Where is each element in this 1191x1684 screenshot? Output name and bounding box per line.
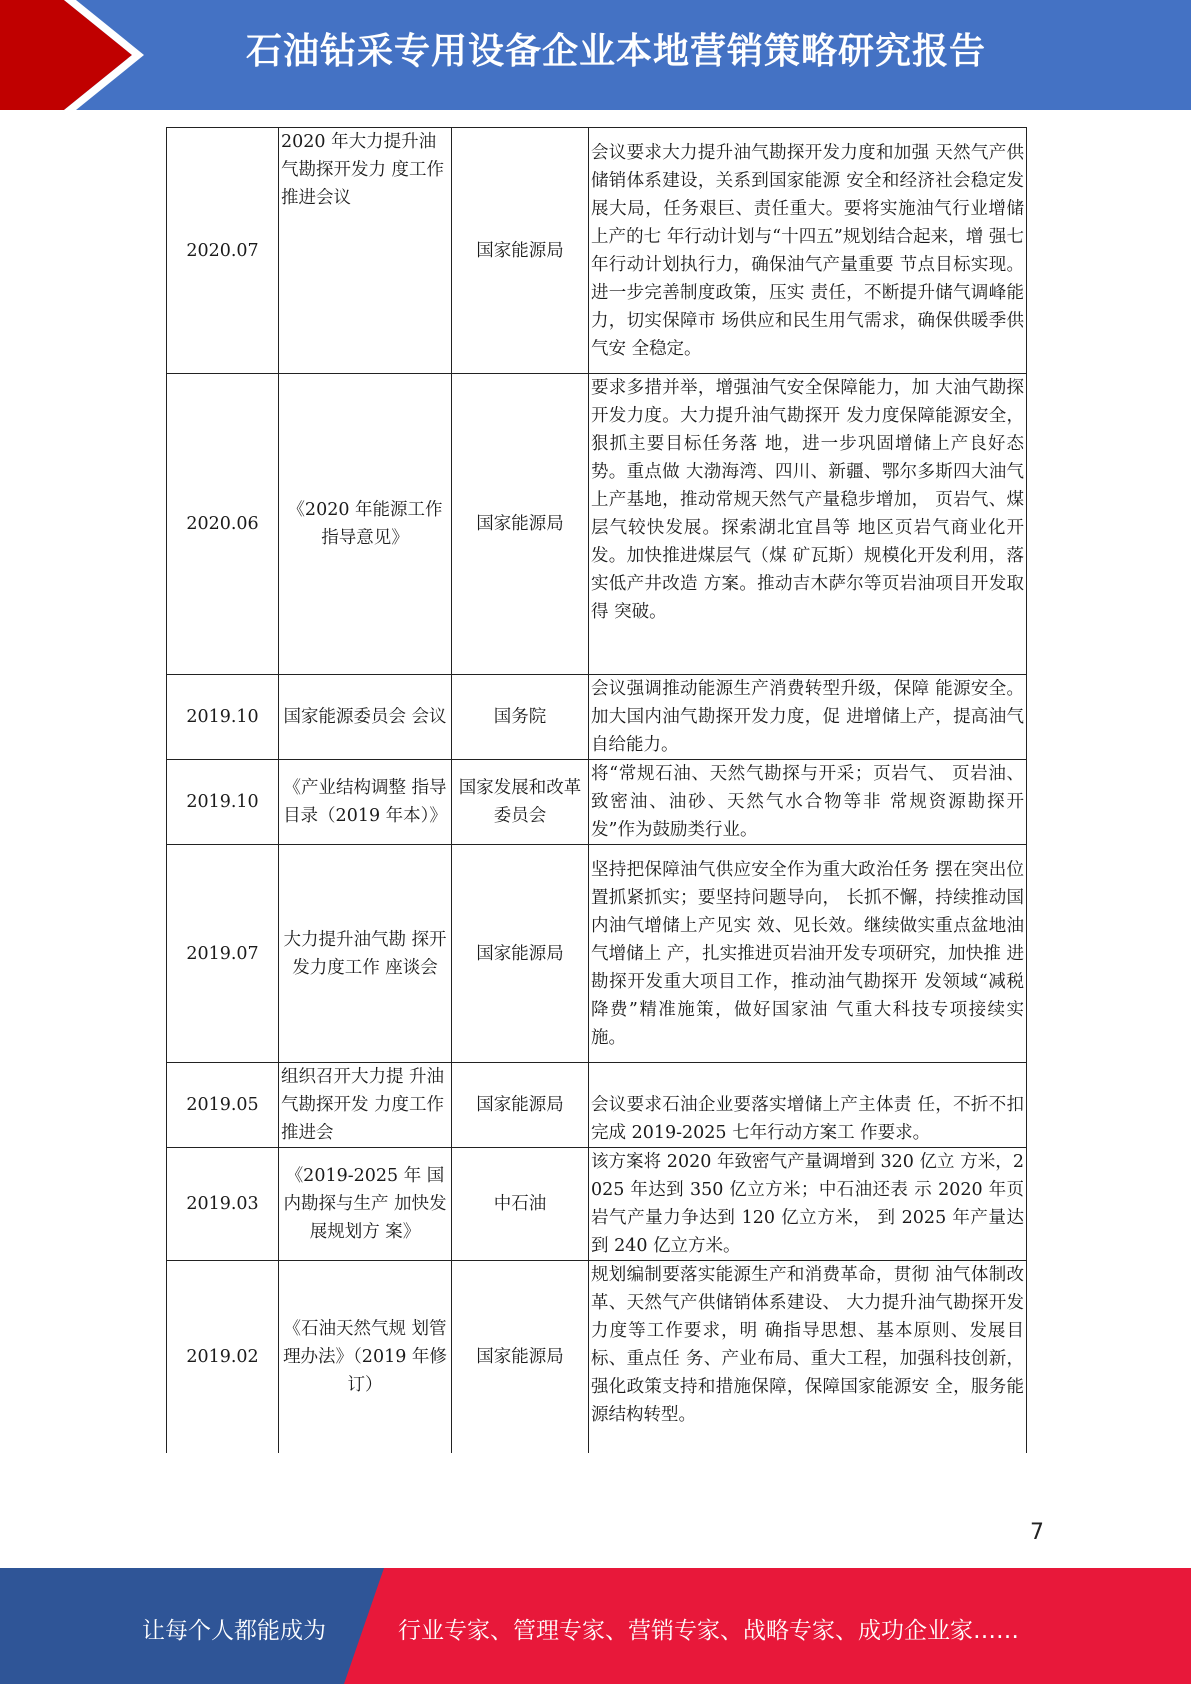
table-row — [167, 845, 1027, 1063]
row-issuer: 国家能源局 — [452, 128, 589, 374]
page-number: 7 — [1030, 1520, 1044, 1545]
row-date: 2019.10 — [167, 760, 279, 845]
row-policy-title: 《产业结构调整 指导目录（2019 年本）》 — [279, 760, 452, 845]
row-content: 会议要求石油企业要落实增储上产主体责 任，不折不扣完成 2019-2025 七年行动方案工 作要求。 — [589, 1063, 1027, 1148]
row-policy-title: 《2019-2025 年 国内勘探与生产 加快发展规划方 案》 — [279, 1148, 452, 1261]
page-footer — [0, 1568, 1191, 1684]
policy-table — [166, 127, 1027, 1453]
row-content: 会议要求大力提升油气勘探开发力度和加强 天然气产供储销体系建设，关系到国家能源 安全和经济社会稳定发展大局，任务艰巨、责任重大。要将实施油气行业增储上产的七 年行动计划与“十四五”规划结合起来，增 强七年行动计划执行力，确保油气产量重要 节点目标实现。进一步完善制度政策，压实 责任，不断提升储气调峰能力，切实保障市 场供应和民生用气需求，确保供暖季供气安 全稳定。 — [589, 128, 1027, 374]
row-date: 2019.07 — [167, 845, 279, 1063]
table-row — [167, 760, 1027, 845]
row-policy-title: 《2020 年能源工作指导意见》 — [279, 374, 452, 675]
row-date: 2019.03 — [167, 1148, 279, 1261]
table-row — [167, 1261, 1027, 1453]
header-arrow-decoration — [0, 0, 160, 110]
row-policy-title: 大力提升油气勘 探开发力度工作 座谈会 — [279, 845, 452, 1063]
row-date: 2019.02 — [167, 1261, 279, 1453]
row-policy-title: 《石油天然气规 划管理办法》（2019 年修订） — [279, 1261, 452, 1453]
row-issuer: 国家能源局 — [452, 1063, 589, 1148]
row-date: 2019.05 — [167, 1063, 279, 1148]
row-issuer: 国家能源局 — [452, 374, 589, 675]
row-issuer: 国家能源局 — [452, 845, 589, 1063]
row-issuer: 国家能源局 — [452, 1261, 589, 1453]
table-row — [167, 128, 1027, 374]
footer-slogan-left: 让每个人都能成为 — [142, 1618, 326, 1644]
table-row — [167, 675, 1027, 760]
table-row — [167, 1148, 1027, 1261]
row-date: 2020.07 — [167, 128, 279, 374]
row-content: 该方案将 2020 年致密气产量调增到 320 亿立 方米，2025 年达到 350 亿立方米；中石油还表 示 2020 年页岩气产量力争达到 120 亿立方米， 到 2025 年产量达到 240 亿立方米。 — [589, 1148, 1027, 1261]
table-row — [167, 374, 1027, 675]
row-content: 规划编制要落实能源生产和消费革命，贯彻 油气体制改革、天然气产供储销体系建设、 大力提升油气勘探开发力度等工作要求，明 确指导思想、基本原则、发展目标、重点任 务、产业布局、重大工程，加强科技创新， 强化政策支持和措施保障，保障国家能源安 全，服务能源结构转型。 — [589, 1261, 1027, 1453]
row-policy-title: 组织召开大力提 升油气勘探开发 力度工作推进会 — [279, 1063, 452, 1148]
row-issuer: 国家发展和改革委员会 — [452, 760, 589, 845]
row-date: 2020.06 — [167, 374, 279, 675]
row-content: 坚持把保障油气供应安全作为重大政治任务 摆在突出位置抓紧抓实；要坚持问题导向， 长抓不懈，持续推动国内油气增储上产见实 效、见长效。继续做实重点盆地油气增储上 产，扎实推进页岩油开发专项研究，加快推 进勘探开发重大项目工作，推动油气勘探开 发领域“减税降费”精准施策，做好国家油 气重大科技专项接续实施。 — [589, 845, 1027, 1063]
row-policy-title: 2020 年大力提升油气勘探开发力 度工作推进会议 — [279, 128, 452, 374]
footer-slogan-right: 行业专家、管理专家、营销专家、战略专家、成功企业家…… — [398, 1618, 1019, 1644]
row-date: 2019.10 — [167, 675, 279, 760]
row-issuer: 国务院 — [452, 675, 589, 760]
row-content: 要求多措并举，增强油气安全保障能力，加 大油气勘探开发力度。大力提升油气勘探开 发力度保障能源安全，狠抓主要目标任务落 地，进一步巩固增储上产良好态势。重点做 大渤海湾、四川、新疆、鄂尔多斯四大油气 上产基地，推动常规天然气产量稳步增加， 页岩气、煤层气较快发展。探索湖北宜昌等 地区页岩气商业化开发。加快推进煤层气（煤 矿瓦斯）规模化开发利用，落实低产井改造 方案。推动吉木萨尔等页岩油项目开发取得 突破。 — [589, 374, 1027, 675]
row-policy-title: 国家能源委员会 会议 — [279, 675, 452, 760]
row-content: 将“常规石油、天然气勘探与开采；页岩气、 页岩油、致密油、油砂、天然气水合物等非 常规资源勘探开发”作为鼓励类行业。 — [589, 760, 1027, 845]
row-issuer: 中石油 — [452, 1148, 589, 1261]
page-header — [0, 0, 1191, 110]
table-row — [167, 1063, 1027, 1148]
row-content: 会议强调推动能源生产消费转型升级，保障 能源安全。加大国内油气勘探开发力度，促 进增储上产，提高油气自给能力。 — [589, 675, 1027, 760]
report-title: 石油钻采专用设备企业本地营销策略研究报告 — [246, 31, 987, 72]
